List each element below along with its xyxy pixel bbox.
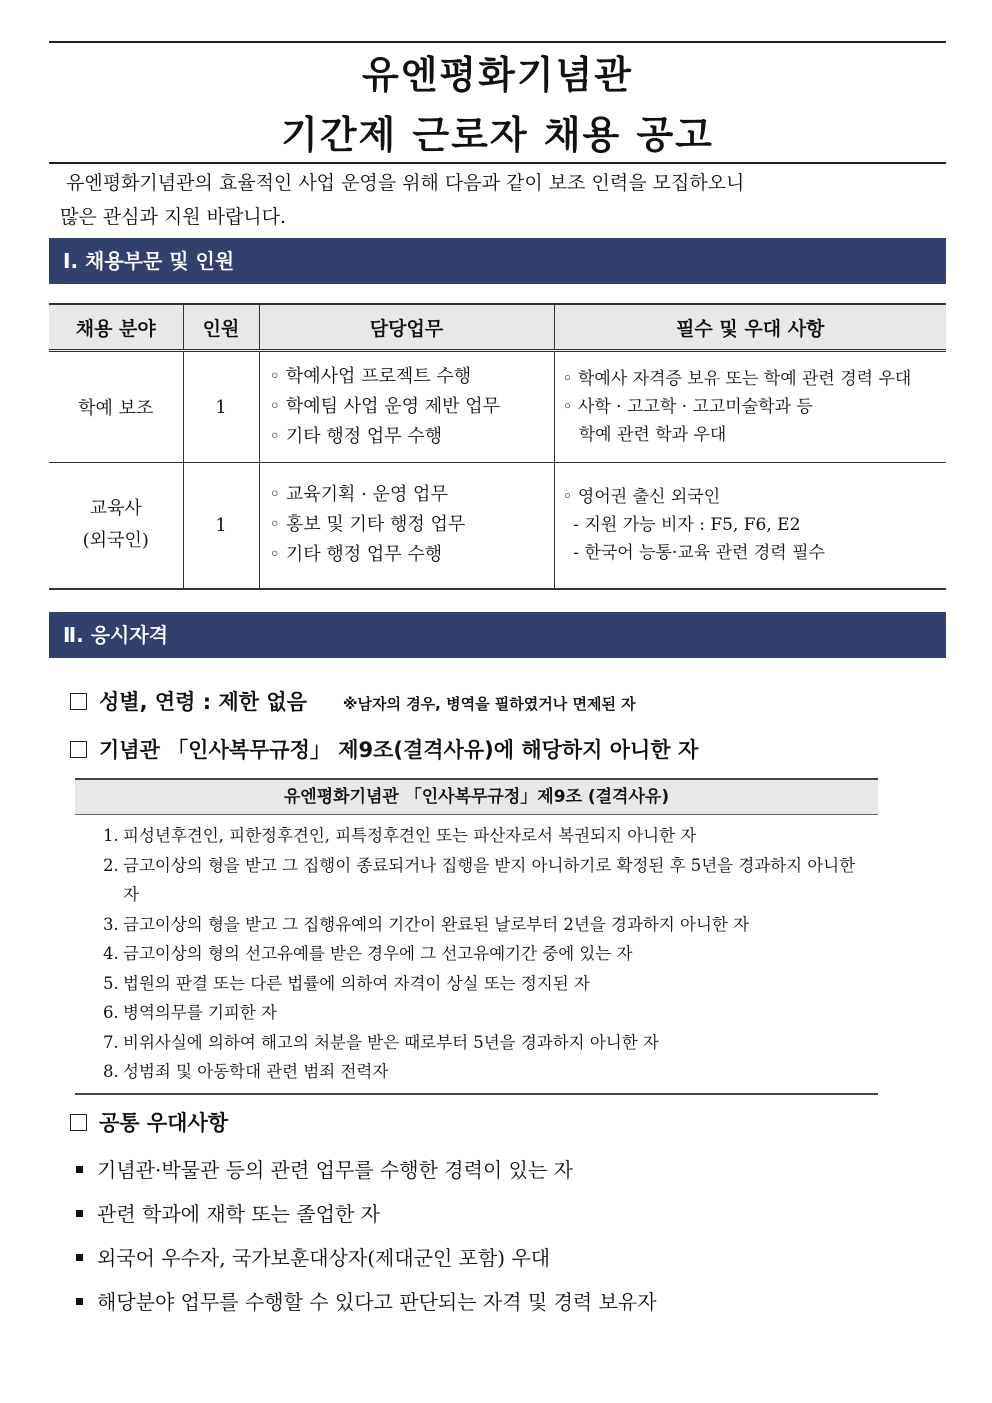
row-requirements [554, 463, 946, 589]
rules-title: 유엔평화기념관 「인사복무규정」제9조 (결격사유) [75, 778, 878, 815]
intro-line2: 많은 관심과 지원 바랍니다. [60, 206, 287, 228]
list-item: 관련 학과에 재학 또는 졸업한 자 [76, 1198, 380, 1227]
common-preference-heading: 공통 우대사항 [70, 1107, 228, 1137]
list-item: 1. 피성년후견인, 피한정후견인, 피특정후견인 또는 파산자로서 복권되지 아니한 자 [103, 826, 697, 845]
table-row [49, 463, 946, 589]
page-title-line1: 유엔평화기념관 [362, 53, 633, 97]
header-field: 채용 분야 [49, 304, 183, 351]
checkbox-square-icon [70, 741, 87, 758]
military-note: ※남자의 경우, 병역을 필하였거나 면제된 자 [342, 695, 636, 713]
rules-list [75, 815, 878, 1095]
intro-line1: 유엔평화기념관의 효율적인 사업 운영을 위해 다음과 같이 보조 인력을 모집하오니 [66, 172, 745, 194]
requirement-item: 학예 관련 학과 우대 [562, 425, 727, 445]
qualification-check1: 성별, 연령 : 제한 없음 ※남자의 경우, 병역을 필하였거나 면제된 자 [70, 686, 636, 716]
requirement-item: - 지원 가능 비자 : F5, F6, E2 [562, 515, 801, 536]
header-duties: 담당업무 [259, 304, 554, 351]
header-requirements: 필수 및 우대 사항 [554, 304, 946, 351]
row-field: 교육사 (외국인) [49, 463, 183, 589]
row-duties [259, 351, 554, 463]
intro-text [60, 166, 926, 234]
list-item: 3. 금고이상의 형을 받고 그 집행유예의 기간이 완료된 날로부터 2년을 경과하지 아니한 자 [103, 914, 750, 934]
checkbox-square-icon [70, 1114, 87, 1131]
row-count: 1 [183, 463, 259, 589]
title-top-rule [49, 41, 946, 43]
table-row [49, 351, 946, 463]
list-item: 해당분야 업무를 수행할 수 있다고 판단되는 자격 및 경력 보유자 [76, 1286, 657, 1315]
list-item: 6. 병역의무를 기피한 자 [103, 1003, 277, 1022]
row-field: 학예 보조 [49, 351, 183, 463]
duty-item: ◦ 홍보 및 기타 행정 업무 [269, 514, 466, 536]
list-item: 기념관·박물관 등의 관련 업무를 수행한 경력이 있는 자 [76, 1154, 573, 1183]
table-header-row [49, 304, 946, 351]
bullet-square-icon [76, 1298, 83, 1305]
header-count: 인원 [183, 304, 259, 351]
requirement-item: - 한국어 능통·교육 관련 경력 필수 [562, 543, 825, 564]
duty-item: ◦ 기타 행정 업무 수행 [269, 544, 443, 566]
list-item: 8. 성범죄 및 아동학대 관련 범죄 전력자 [103, 1062, 389, 1081]
duty-item: ◦ 학예팀 사업 운영 제반 업무 [269, 396, 500, 417]
list-item: 외국어 우수자, 국가보훈대상자(제대군인 포함) 우대 [76, 1242, 550, 1271]
row-requirements [554, 351, 946, 463]
list-item: 5. 법원의 판결 또는 다른 법률에 의하여 자격이 상실 또는 정지된 자 [103, 973, 590, 993]
list-item: 4. 금고이상의 형의 선고유예를 받은 경우에 그 선고유예기간 중에 있는 자 [103, 944, 633, 963]
row-duties [259, 463, 554, 589]
qualification-check2: 기념관 「인사복무규정」 제9조(결격사유)에 해당하지 아니한 자 [70, 734, 698, 764]
bullet-square-icon [76, 1166, 83, 1173]
duty-item: ◦ 학예사업 프로젝트 수행 [269, 366, 472, 387]
page-title-line2: 기간제 근로자 채용 공고 [281, 113, 714, 157]
title-bottom-rule [49, 162, 946, 164]
section2-header: Ⅱ. 응시자격 [49, 612, 946, 658]
list-item: 7. 비위사실에 의하여 해고의 처분을 받은 때로부터 5년을 경과하지 아니한 자 [103, 1032, 659, 1052]
checkbox-square-icon [70, 693, 87, 710]
recruitment-table [49, 303, 946, 590]
duty-item: ◦ 교육기획 · 운영 업무 [269, 484, 448, 506]
list-item: 2. 금고이상의 형을 받고 그 집행이 종료되거나 집행을 받지 아니하기로 확정된 후 5년을 경과하지 아니한 자 [103, 855, 856, 904]
requirement-item: ◦ 사학 · 고고학 · 고고미술학과 등 [562, 397, 813, 417]
requirement-item: ◦ 영어권 출신 외국인 [562, 487, 721, 508]
disqualification-rules-box [75, 778, 878, 1095]
row-count: 1 [183, 351, 259, 463]
section1-header: Ⅰ. 채용부문 및 인원 [49, 238, 946, 284]
bullet-square-icon [76, 1254, 83, 1261]
requirement-item: ◦ 학예사 자격증 보유 또는 학예 관련 경력 우대 [562, 369, 912, 389]
duty-item: ◦ 기타 행정 업무 수행 [269, 426, 443, 447]
bullet-square-icon [76, 1210, 83, 1217]
